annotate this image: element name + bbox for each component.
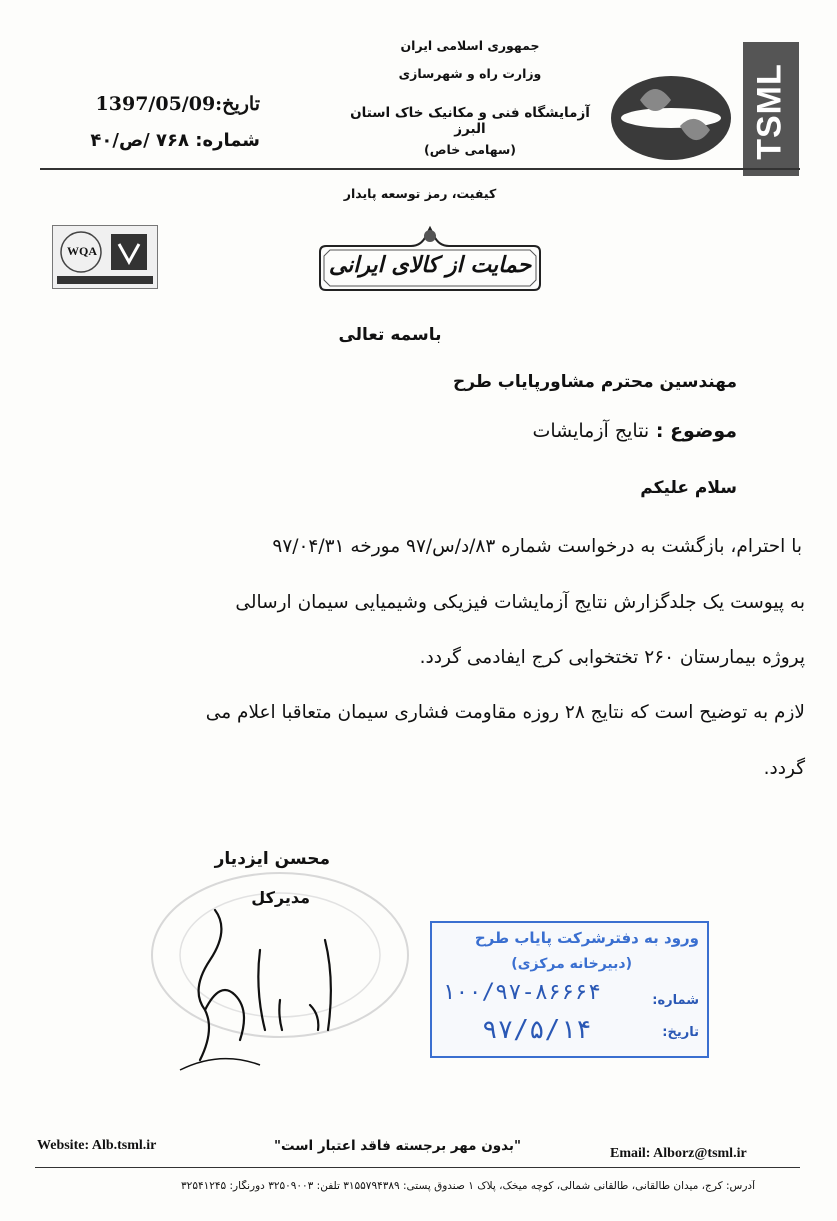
banner-text: حمایت از کالای ایرانی	[328, 252, 532, 278]
footer-divider	[35, 1167, 800, 1168]
header-divider	[40, 168, 800, 170]
stamp-date-value: ۹۷/۵/۱۴	[482, 1015, 592, 1045]
company-name: آزمایشگاه فنی و مکانیک خاک استان البرز	[350, 105, 590, 137]
subject-value: نتایج آزمایشات	[532, 420, 650, 442]
date-value: 1397/05/09	[95, 93, 216, 115]
body-line-4: لازم به توضیح است که نتایج ۲۸ روزه مقاومت فشاری سیمان متعاقبا اعلام می	[205, 702, 805, 723]
stamp-number-label: شماره:	[652, 993, 699, 1008]
email: Email: Alborz@tsml.ir	[610, 1146, 747, 1161]
recipient: مهندسین محترم مشاورپایاب طرح	[453, 372, 737, 392]
body-line-2: به پیوست یک جلدگزارش نتایج آزمایشات فیزیکی وشیمیایی سیمان ارسالی	[235, 592, 805, 613]
stamp-title: ورود به دفترشرکت پایاب طرح	[474, 929, 699, 947]
signer-title: مدیرکل	[251, 888, 310, 907]
motto: کیفیت، رمز توسعه پایدار	[343, 186, 497, 201]
tsml-emblem-icon	[610, 70, 732, 166]
number-label: شماره:	[195, 130, 260, 151]
greeting: سلام علیکم	[640, 478, 737, 498]
address: آدرس: کرج، میدان طالقانی، طالقانی شمالی، کوچه میخک، پلاک ۱ صندوق پستی: ۳۱۵۵۷۹۴۳۸۹ تلفن: ۳۲۵۰۹۰۰۳ دورنگار: ۳۲۵۴۱۲۴۵	[181, 1180, 755, 1192]
subject-label: موضوع :	[655, 420, 737, 442]
gov-line-2: وزارت راه و شهرسازی	[398, 66, 542, 81]
website: Website: Alb.tsml.ir	[37, 1138, 157, 1153]
received-stamp	[430, 921, 709, 1058]
handwritten-signature-icon	[160, 890, 380, 1080]
body-line-3: پروژه بیمارستان ۲۶۰ تختخوابی کرج ایفادمی گردد.	[419, 647, 805, 668]
stamp-date-label: تاریخ:	[662, 1025, 699, 1040]
stamp-number-value: ۱۰۰/۹۷-۸۶۶۶۴	[442, 980, 601, 1005]
bismillah-heading: باسمه تعالی	[338, 325, 442, 345]
date-label: تاریخ:	[215, 93, 260, 115]
signer-name: محسن ایزدیار	[214, 849, 330, 869]
letter-date	[70, 93, 260, 115]
subject	[532, 420, 737, 442]
cert-text: WQA	[67, 244, 97, 258]
stamp-subtitle: (دبیرخانه مرکزی)	[511, 956, 632, 972]
gov-line-1: جمهوری اسلامی ایران	[400, 38, 540, 53]
body-line-1: با احترام، بازگشت به درخواست شماره ۸۳/د/س/۹۷ مورخه ۹۷/۰۴/۳۱	[272, 536, 802, 557]
tsml-logo-text: TSML	[750, 63, 789, 160]
body-line-5: گردد.	[763, 758, 805, 779]
letter-number	[75, 130, 260, 151]
slogan-banner	[316, 222, 544, 292]
number-value: ۷۶۸ /ص/۴۰	[90, 130, 189, 151]
tsml-logo	[743, 42, 799, 176]
validity-notice: "بدون مهر برجسته فاقد اعتبار است"	[273, 1138, 522, 1154]
company-type: (سهامی خاص)	[424, 142, 516, 157]
iso-certificate-logo	[52, 225, 158, 289]
